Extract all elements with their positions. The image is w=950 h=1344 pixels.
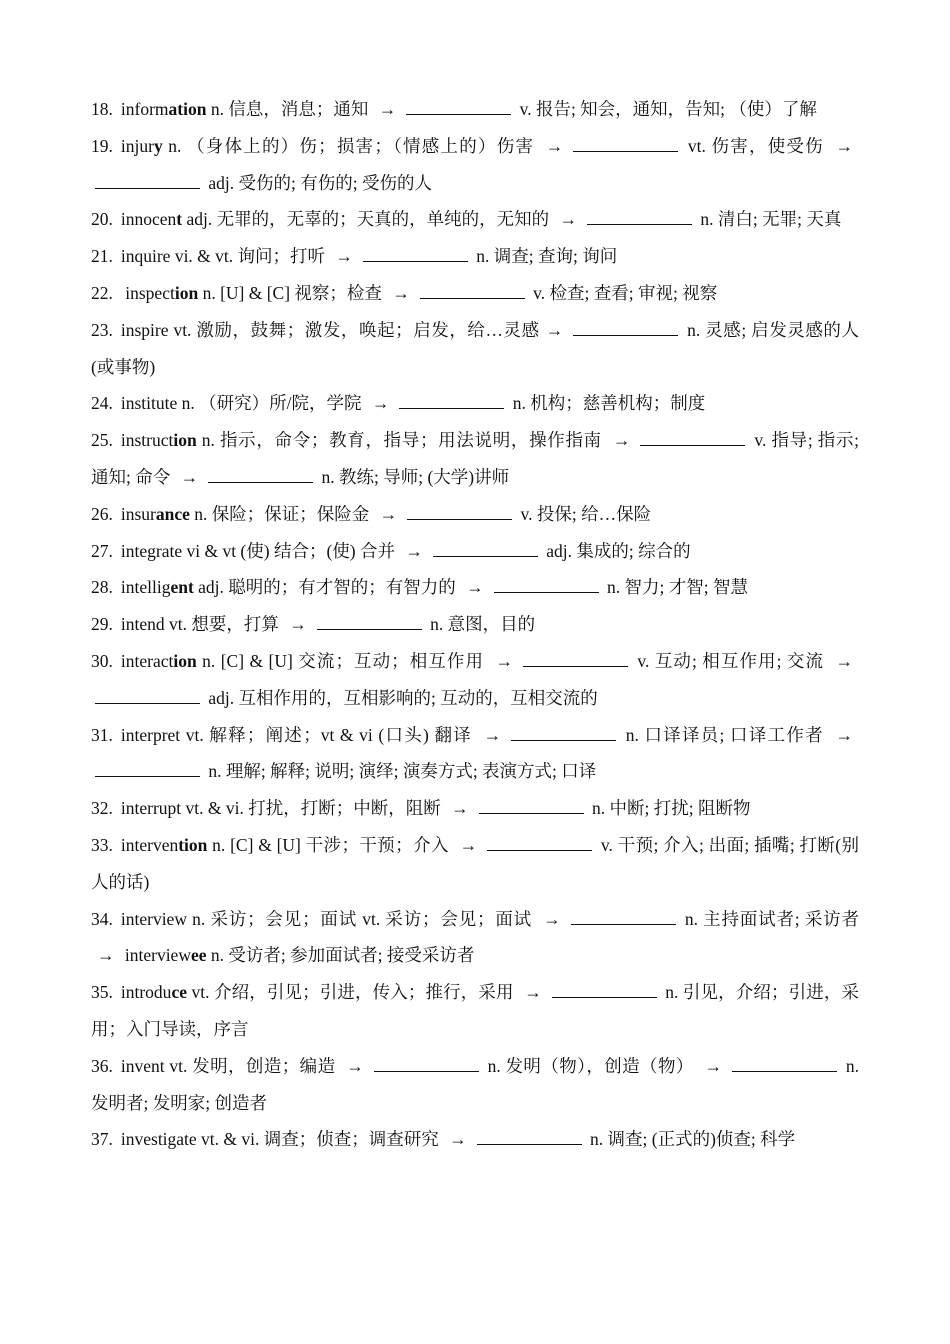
entry-text: n. 口译译员; 口译工作者 — [620, 724, 830, 745]
answer-blank[interactable] — [208, 468, 313, 483]
arrow-icon: → — [704, 1055, 723, 1076]
arrow-icon: → — [543, 908, 561, 929]
vocabulary-page — [91, 91, 859, 1158]
arrow-icon: → — [459, 834, 478, 855]
arrow-icon: → — [379, 503, 398, 524]
answer-blank[interactable] — [407, 505, 512, 520]
vocab-entry — [91, 1048, 859, 1122]
entry-text: n. 引见，介绍；引进，采用；入门导读，序言 — [91, 982, 859, 1039]
entry-text: n. 中断; 打扰; 阻断物 — [587, 798, 751, 819]
entry-text: n. 理解; 解释; 说明; 演绎; 演奏方式; 表演方式; 口译 — [204, 761, 597, 782]
answer-blank[interactable] — [95, 174, 200, 189]
entry-text: n. 指示，命令；教育，指导；用法说明，操作指南 — [196, 430, 607, 451]
entry-text: invent vt. 发明，创造；编造 — [120, 1055, 341, 1076]
entry-number: 20. — [91, 209, 113, 230]
suffix-highlight: t — [176, 209, 183, 230]
answer-blank[interactable] — [552, 983, 657, 998]
answer-blank[interactable] — [523, 652, 628, 667]
answer-blank[interactable] — [95, 762, 200, 777]
answer-blank[interactable] — [363, 247, 468, 262]
vocab-entry — [91, 901, 859, 975]
entry-text: inform — [120, 99, 169, 119]
answer-blank[interactable] — [494, 578, 599, 593]
arrow-icon: → — [378, 99, 397, 119]
entry-text: institute n. （研究）所/院，学院 — [120, 393, 366, 414]
suffix-highlight: tion — [178, 834, 208, 855]
entry-text: adj. 受伤的; 有伤的; 受伤的人 — [204, 172, 432, 193]
arrow-icon: → — [559, 209, 577, 230]
arrow-icon: → — [346, 1055, 364, 1076]
entry-text: interrupt vt. & vi. 打扰，打断；中断，阻断 — [120, 798, 446, 819]
entry-text: adj. 聪明的；有才智的；有智力的 — [193, 577, 461, 598]
entry-number: 21. — [91, 246, 113, 267]
vocab-entry — [91, 496, 859, 533]
answer-blank[interactable] — [374, 1057, 479, 1072]
entry-text: inquire vi. & vt. 询问；打听 — [120, 246, 330, 267]
entry-text: n. 清白; 无罪; 天真 — [696, 209, 842, 230]
entry-number: 31. — [91, 724, 113, 745]
entry-text: vt. 伤害，使受伤 — [682, 135, 830, 156]
answer-blank[interactable] — [640, 431, 745, 446]
entry-text: introdu — [120, 982, 172, 1003]
vocab-entry — [91, 717, 859, 791]
entry-text: n. 发明者; 发明家; 创造者 — [91, 1055, 860, 1113]
entry-text: n. （身体上的）伤；损害；（情感上的）伤害 — [162, 135, 540, 156]
vocab-entry — [91, 128, 859, 202]
entry-text: adj. 无罪的，无辜的；天真的，单纯的，无知的 — [182, 209, 554, 230]
entry-text: n. 智力; 才智; 智慧 — [602, 577, 749, 598]
entry-text: n. 意图，目的 — [425, 614, 536, 635]
entry-text: adj. 集成的; 综合的 — [541, 540, 691, 561]
entry-text: n. 教练; 导师; (大学)讲师 — [317, 466, 510, 487]
entry-text: adj. 互相作用的，互相影响的; 互动的，互相交流的 — [204, 687, 598, 708]
entry-text: n. 灵感; 启发灵感的人(或事物) — [91, 319, 859, 377]
vocab-entry — [91, 422, 859, 496]
entry-text: v. 互动; 相互作用; 交流 — [631, 650, 830, 671]
vocab-entry — [91, 974, 859, 1048]
entry-text: n. 信息，消息；通知 — [206, 99, 373, 119]
entry-text: vt. 介绍，引见；引进，传入；推行，采用 — [186, 982, 519, 1003]
arrow-icon: → — [835, 650, 853, 671]
entry-text: injur — [120, 135, 154, 156]
entry-text: v. 指导; 指示; 通知; 命令 — [91, 430, 859, 487]
answer-blank[interactable] — [479, 799, 584, 814]
entry-text: investigate vt. & vi. 调查；侦查；调查研究 — [120, 1129, 444, 1150]
arrow-icon: → — [483, 724, 502, 745]
entry-number: 19. — [91, 135, 113, 156]
entry-number: 37. — [91, 1129, 113, 1150]
entry-number: 34. — [91, 908, 113, 929]
entry-number: 22. — [91, 282, 113, 303]
answer-blank[interactable] — [587, 210, 692, 225]
answer-blank[interactable] — [399, 394, 504, 409]
entry-text: n. 主持面试者; 采访者 — [679, 908, 859, 929]
entry-number: 25. — [91, 430, 113, 451]
entry-number: 35. — [91, 982, 113, 1003]
entry-text: interview n. 采访；会见；面试 vt. 采访；会见；面试 — [120, 908, 538, 929]
vocab-entry — [91, 533, 859, 570]
entry-number: 27. — [91, 540, 113, 561]
answer-blank[interactable] — [732, 1057, 837, 1072]
entry-text: interven — [120, 834, 179, 855]
suffix-highlight: ce — [171, 982, 187, 1003]
arrow-icon: → — [451, 798, 469, 819]
arrow-icon: → — [180, 466, 199, 487]
entry-number: 29. — [91, 614, 113, 635]
entry-text: intellig — [120, 577, 171, 598]
entry-number: 33. — [91, 834, 113, 855]
entry-number: 26. — [91, 503, 113, 524]
vocab-entry — [91, 1121, 859, 1158]
vocab-entry — [91, 606, 859, 643]
entry-text: instruct — [120, 430, 174, 451]
arrow-icon: → — [835, 724, 853, 745]
entry-number: 18. — [91, 99, 113, 119]
answer-blank[interactable] — [477, 1130, 582, 1145]
vocab-entry — [91, 569, 859, 606]
entry-text: n. 发明（物），创造（物） — [482, 1055, 699, 1076]
entry-text: interview — [120, 945, 191, 966]
entry-text: v. 投保; 给…保险 — [516, 503, 652, 524]
suffix-highlight: ion — [173, 430, 197, 451]
vocab-entry — [91, 238, 859, 275]
vocab-entry — [91, 312, 859, 386]
suffix-highlight: ion — [173, 650, 197, 671]
entry-text: n. 调查; (正式的)侦查; 科学 — [585, 1129, 796, 1150]
vocab-entry — [91, 201, 859, 238]
entry-number: 28. — [91, 577, 113, 598]
entry-text: n. 保险；保证；保险金 — [189, 503, 374, 524]
suffix-highlight: ation — [168, 99, 207, 119]
answer-blank[interactable] — [573, 321, 678, 336]
arrow-icon: → — [495, 650, 513, 671]
entry-text: v. 报告; 知会，通知，告知; （使）了解 — [515, 99, 817, 119]
entry-text: intend vt. 想要，打算 — [120, 614, 284, 635]
arrow-icon: → — [545, 319, 564, 340]
answer-blank[interactable] — [433, 542, 538, 557]
suffix-highlight: ee — [190, 945, 207, 966]
arrow-icon: → — [392, 282, 410, 303]
answer-blank[interactable] — [317, 615, 422, 630]
vocab-entry — [91, 790, 859, 827]
arrow-icon: → — [371, 393, 390, 414]
answer-blank[interactable] — [420, 284, 525, 299]
answer-blank[interactable] — [95, 689, 200, 704]
entry-text: n. [C] & [U] 交流；互动；相互作用 — [196, 650, 490, 671]
arrow-icon: → — [335, 246, 353, 267]
entry-text: interpret vt. 解释；阐述；vt & vi (口头) 翻译 — [120, 724, 478, 745]
arrow-icon: → — [449, 1129, 467, 1150]
entry-text: interact — [120, 650, 174, 671]
entry-text: inspect — [120, 282, 175, 303]
suffix-highlight: ion — [174, 282, 199, 303]
answer-blank[interactable] — [487, 836, 592, 851]
entry-text: v. 检查; 查看; 审视; 视察 — [528, 282, 718, 303]
answer-blank[interactable] — [511, 726, 616, 741]
vocab-entry — [91, 385, 859, 422]
suffix-highlight: ance — [155, 503, 190, 524]
arrow-icon: → — [612, 430, 631, 451]
suffix-highlight: y — [153, 135, 163, 156]
entry-text: integrate vi & vt (使) 结合；(使) 合并 — [120, 540, 400, 561]
entry-number: 32. — [91, 798, 113, 819]
entry-text: v. 干预; 介入; 出面; 插嘴; 打断(别人的话) — [91, 834, 860, 892]
entry-text: n. [C] & [U] 干涉；干预；介入 — [207, 834, 454, 855]
entry-text: innocen — [120, 209, 177, 230]
vocab-entry — [91, 643, 859, 717]
vocab-entry — [91, 91, 859, 128]
arrow-icon: → — [466, 577, 484, 598]
arrow-icon: → — [97, 945, 115, 966]
entry-text: insur — [120, 503, 156, 524]
arrow-icon: → — [545, 135, 564, 156]
answer-blank[interactable] — [406, 100, 511, 115]
vocab-entry — [91, 275, 859, 312]
entry-number: 24. — [91, 393, 113, 414]
answer-blank[interactable] — [573, 137, 678, 152]
arrow-icon: → — [524, 982, 542, 1003]
suffix-highlight: ent — [170, 577, 194, 598]
arrow-icon: → — [289, 614, 307, 635]
vocab-entry — [91, 827, 859, 901]
entry-text: n. 调查; 查询; 询问 — [471, 246, 618, 267]
entry-text: inspire vt. 激励，鼓舞；激发，唤起；启发，给…灵感 — [120, 319, 540, 340]
entry-number: 23. — [91, 319, 113, 340]
entry-text: n. 受访者; 参加面试者; 接受采访者 — [206, 945, 475, 966]
entry-text: n. [U] & [C] 视察；检查 — [198, 282, 387, 303]
answer-blank[interactable] — [571, 910, 676, 925]
arrow-icon: → — [835, 135, 853, 156]
arrow-icon: → — [405, 540, 423, 561]
entry-number: 36. — [91, 1055, 113, 1076]
entry-text: n. 机构；慈善机构；制度 — [508, 393, 706, 414]
entry-number: 30. — [91, 650, 113, 671]
